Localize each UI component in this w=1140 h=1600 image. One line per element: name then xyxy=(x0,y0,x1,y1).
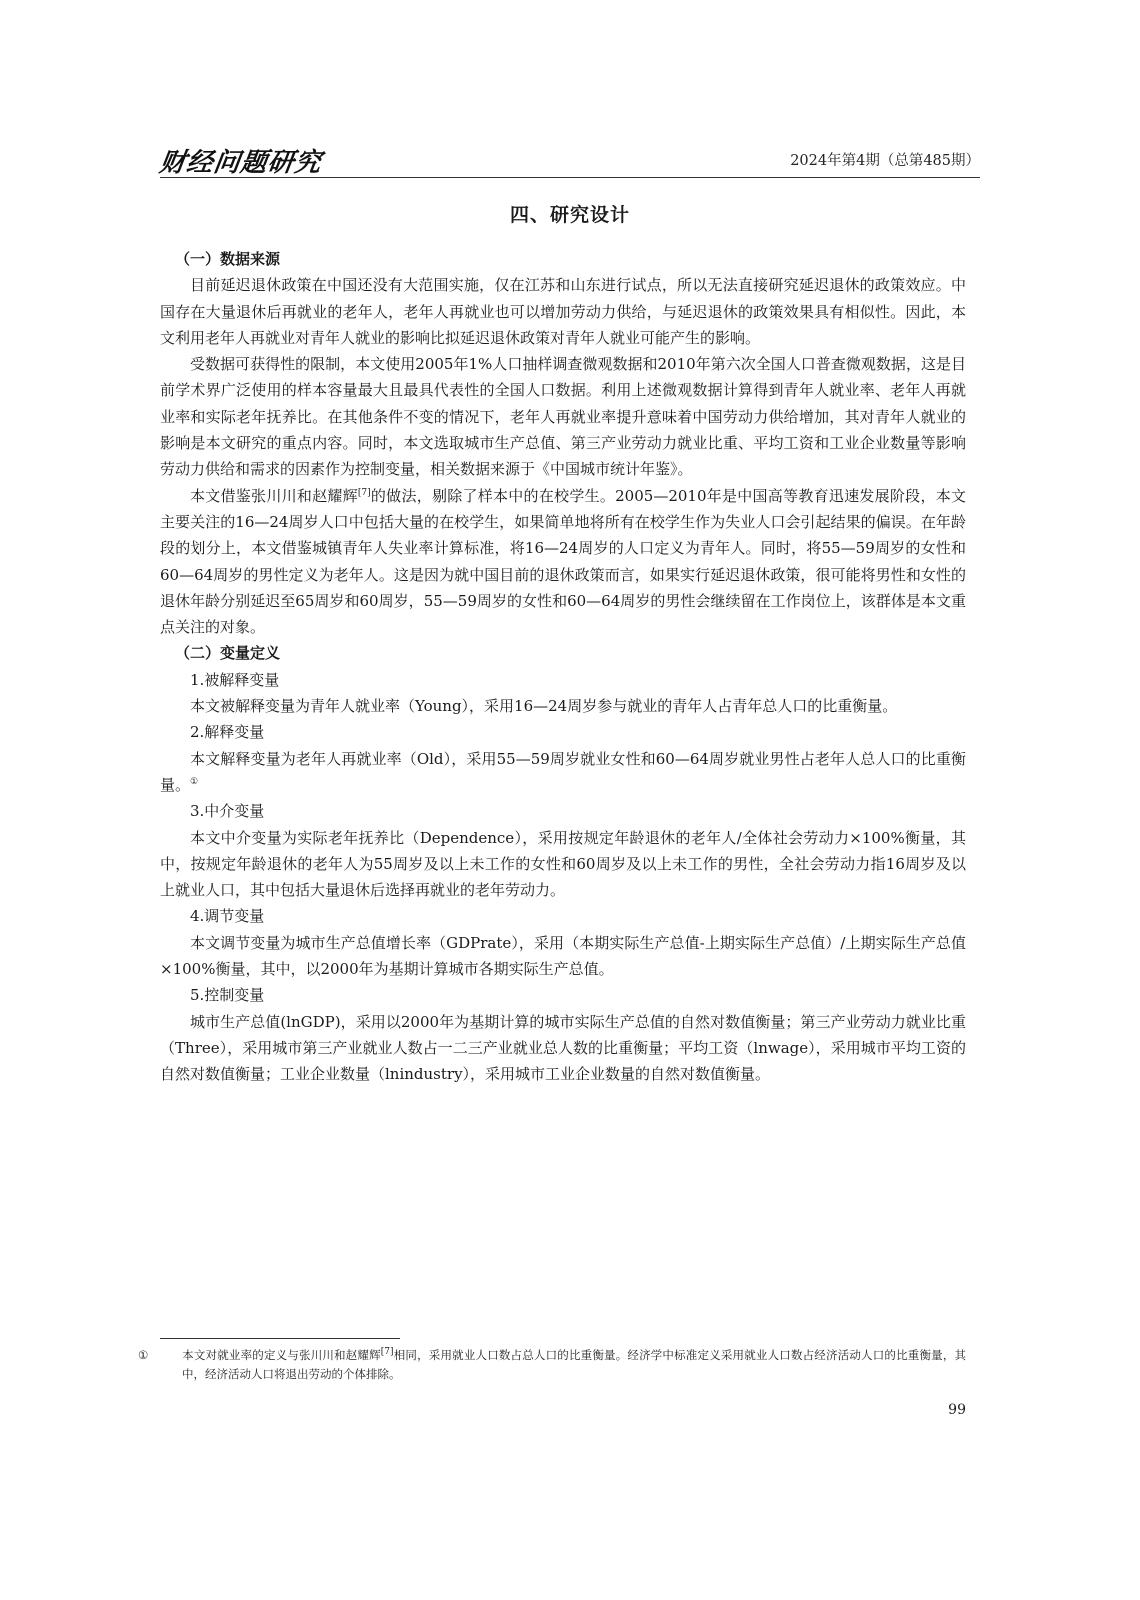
footnote-body xyxy=(138,1346,966,1384)
issue-info: 2024年第4期（总第485期） xyxy=(790,153,980,169)
header-divider xyxy=(160,177,980,178)
variable-heading: 4.调节变量 xyxy=(190,907,265,926)
variable-heading: 1.被解释变量 xyxy=(190,670,280,689)
footnote-divider xyxy=(160,1338,400,1339)
footnote-text: 相同，采用就业人口数占总人口的比重衡量。经济学中标准定义采用就业人口数占经济活动人口的比重衡量，其中，经济活动人口将退出劳动的个体排除。 xyxy=(182,1348,966,1381)
paragraph: 本文中介变量为实际老年抚养比（Dependence），采用按规定年龄退休的老年人/全体社会劳动力×100%衡量，其中，按规定年龄退休的老年人为55周岁及以上未工作的女性和60周岁及以上未工作的男性，全社会劳动力指16周岁及以上就业人口，其中包括大量退休后选择再就业的老年劳动力。 xyxy=(160,828,966,900)
variable-heading: 2.解释变量 xyxy=(190,723,265,742)
paragraph-text: 本文借鉴张川川和赵耀辉 xyxy=(190,486,358,505)
paragraph-text: 本文解释变量为老年人再就业率（Old），采用55—59周岁就业女性和60—64周岁就业男性占老年人总人口的比重衡量。 xyxy=(160,749,966,794)
variable-heading: 5.控制变量 xyxy=(190,986,265,1005)
paragraph xyxy=(160,746,966,799)
variable-heading: 3.中介变量 xyxy=(190,802,265,821)
subsection-title-data-source: （一）数据来源 xyxy=(175,250,281,268)
footnote xyxy=(138,1346,966,1384)
paragraph: 城市生产总值(lnGDP)，采用以2000年为基期计算的城市实际生产总值的自然对数值衡量；第三产业劳动力就业比重（Three），采用城市第三产业就业人数占一二三产业就业总人数的比重衡量；平均工资（lnwage），采用城市平均工资的自然对数值衡量；工业企业数量（lnindustry），采用城市工业企业数量的自然对数值衡量。 xyxy=(160,1012,966,1084)
paragraph: 受数据可获得性的限制，本文使用2005年1%人口抽样调查微观数据和2010年第六次全国人口普查微观数据，这是目前学术界广泛使用的样本容量最大且最具代表性的全国人口数据。利用上述微观数据计算得到青年人就业率、老年人再就业率和实际老年抚养比。在其他条件不变的情况下，老年人再就业率提升意味着中国劳动力供给增加，其对青年人就业的影响是本文研究的重点内容。同时，本文选取城市生产总值、第三产业劳动力就业比重、平均工资和工业企业数量等影响劳动力供给和需求的因素作为控制变量，相关数据来源于《中国城市统计年鉴》。 xyxy=(160,355,966,479)
paragraph xyxy=(160,483,966,641)
citation-ref: [7] xyxy=(380,1347,394,1358)
footnote-ref: ① xyxy=(190,776,199,787)
paragraph: 目前延迟退休政策在中国还没有大范围实施，仅在江苏和山东进行试点，所以无法直接研究延迟退休的政策效应。中国存在大量退休后再就业的老年人，老年人再就业也可以增加劳动力供给，与延迟退休的政策效果具有相似性。因此，本文利用老年人再就业对青年人就业的影响比拟延迟退休政策对青年人就业可能产生的影响。 xyxy=(160,276,966,347)
paragraph-text: 的做法，剔除了样本中的在校学生。2005—2010年是中国高等教育迅速发展阶段，本文主要关注的16—24周岁人口中包括大量的在校学生，如果简单地将所有在校学生作为失业人口会引起结果的偏误。在年龄段的划分上，本文借鉴城镇青年人失业率计算标准，将16—24周岁的人口定义为青年人。同时，将55—59周岁的女性和60—64周岁的男性定义为老年人。这是因为就中国目前的退休政策而言，如果实行延迟退休政策，很可能将男性和女性的退休年龄分别延迟至65周岁和60周岁，55—59周岁的女性和60—64周岁的男性会继续留在工作岗位上，该群体是本文重点关注的对象。 xyxy=(160,486,966,637)
citation-ref: [7] xyxy=(357,487,371,498)
paragraph: 本文调节变量为城市生产总值增长率（GDPrate），采用（本期实际生产总值-上期实际生产总值）/上期实际生产总值×100%衡量，其中，以2000年为基期计算城市各期实际生产总值。 xyxy=(160,933,966,979)
subsection-title-variables: （二）变量定义 xyxy=(175,644,281,663)
page-header xyxy=(157,142,980,178)
footnote-mark: ① xyxy=(138,1348,149,1362)
footnote-text: 本文对就业率的定义与张川川和赵耀辉 xyxy=(182,1348,381,1362)
paragraph: 本文被解释变量为青年人就业率（Young），采用16—24周岁参与就业的青年人占青年总人口的比重衡量。 xyxy=(190,697,898,716)
body-text xyxy=(160,246,966,1088)
page-number: 99 xyxy=(948,1402,966,1418)
section-title: 四、研究设计 xyxy=(509,204,630,226)
journal-logo: 财经问题研究 xyxy=(157,148,324,178)
